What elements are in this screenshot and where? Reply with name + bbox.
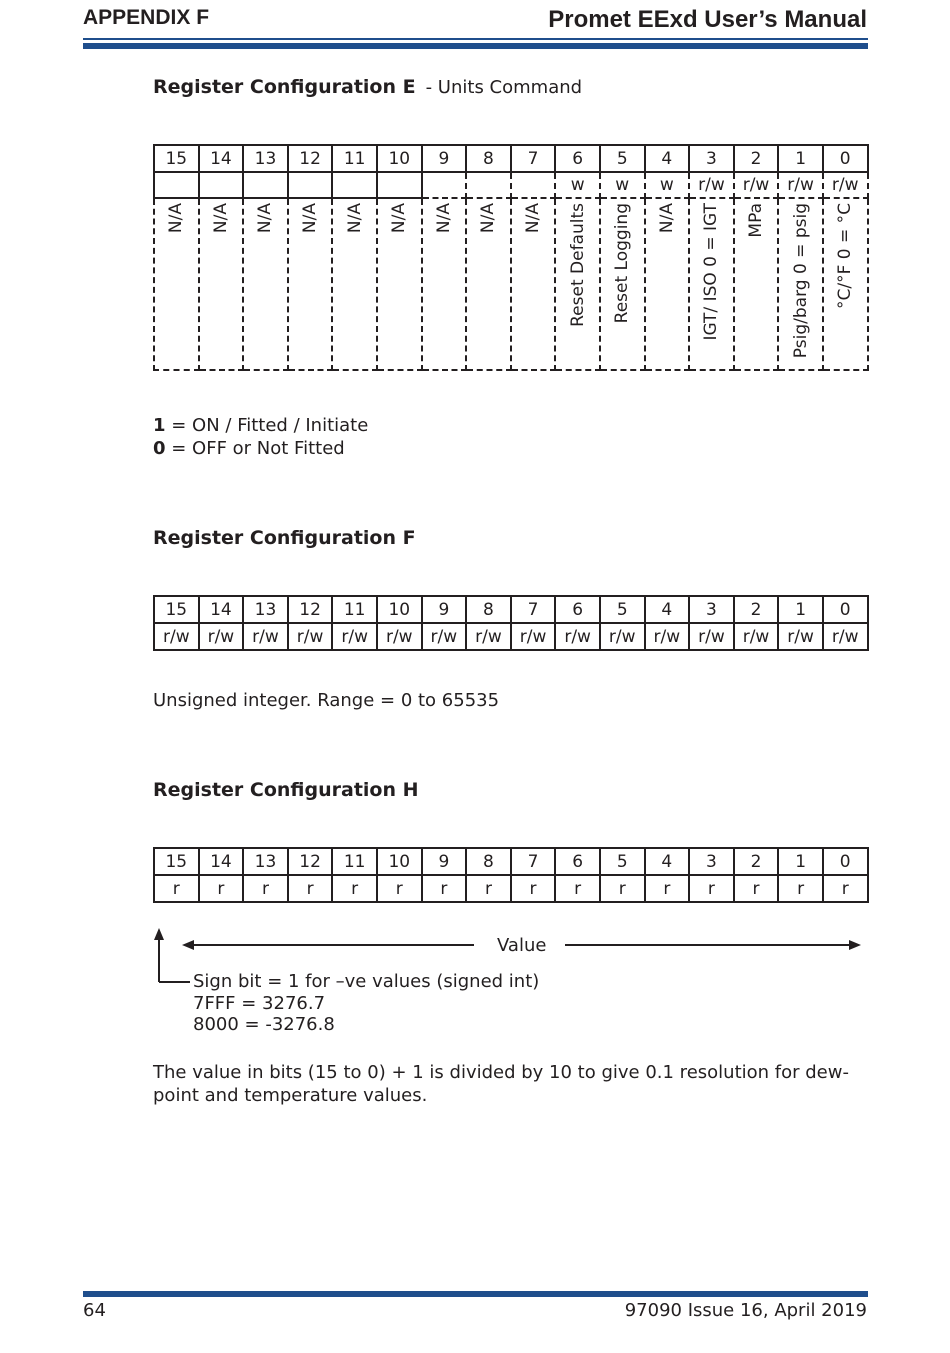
- bit-name-label: Reset Logging: [612, 203, 633, 324]
- bit-cell: 8: [466, 596, 511, 623]
- access-cell: r/w: [734, 623, 779, 650]
- bit-cell: 5: [600, 596, 645, 623]
- bit-name-label: N/A: [478, 203, 499, 234]
- access-cell: r/w: [645, 623, 690, 650]
- legend-off-text: = OFF or Not Fitted: [165, 438, 345, 459]
- bit-cell: 12: [288, 848, 333, 875]
- bit-name-label: N/A: [433, 203, 454, 234]
- access-cell: r: [154, 875, 199, 902]
- bit-cell: 4: [645, 596, 690, 623]
- bit-cell: 3: [689, 848, 734, 875]
- bit-cell: 15: [154, 848, 199, 875]
- bit-cell: 10: [377, 848, 422, 875]
- bit-cell: 6: [555, 848, 600, 875]
- access-cell: r: [466, 875, 511, 902]
- access-cell: w: [600, 172, 645, 198]
- bit-cell: 2: [734, 145, 779, 172]
- legend-off-key: 0: [153, 438, 166, 459]
- bit-cell: 10: [377, 145, 422, 172]
- bit-cell: 4: [645, 848, 690, 875]
- bit-cell: 8: [466, 848, 511, 875]
- access-cell: r: [199, 875, 244, 902]
- access-cell: r: [734, 875, 779, 902]
- config-e-subtitle: - Units Command: [425, 77, 583, 98]
- access-cell: w: [555, 172, 600, 198]
- access-cell: r/w: [466, 623, 511, 650]
- bit-cell: 0: [823, 596, 868, 623]
- sign-bit-arrow-head: [154, 928, 164, 940]
- bit-cell: 14: [199, 848, 244, 875]
- access-cell: r/w: [689, 623, 734, 650]
- access-cell: w: [645, 172, 690, 198]
- access-cell: r/w: [778, 172, 823, 198]
- header-appendix: APPENDIX F: [83, 6, 210, 29]
- access-cell: r/w: [823, 623, 868, 650]
- bit-name-label: MPa: [746, 203, 767, 238]
- access-cell: r: [778, 875, 823, 902]
- bit-cell: 5: [600, 145, 645, 172]
- access-cell: r/w: [689, 172, 734, 198]
- bit-cell: 13: [243, 596, 288, 623]
- footer-rule: [83, 1291, 868, 1297]
- bit-cell: 1: [778, 145, 823, 172]
- access-cell: r/w: [555, 623, 600, 650]
- bit-cell: 5: [600, 848, 645, 875]
- issue-info: 97090 Issue 16, April 2019: [624, 1300, 867, 1321]
- bit-cell: 11: [332, 848, 377, 875]
- value-label: Value: [497, 935, 547, 956]
- value-arrow-left-head: [182, 940, 194, 950]
- access-cell: r: [332, 875, 377, 902]
- bit-cell: 8: [466, 145, 511, 172]
- access-cell: r: [555, 875, 600, 902]
- access-cell: r/w: [154, 623, 199, 650]
- legend-on-key: 1: [153, 415, 166, 436]
- access-cell: r/w: [778, 623, 823, 650]
- bit-cell: 11: [332, 596, 377, 623]
- bit-cell: 15: [154, 596, 199, 623]
- bit-name-label: N/A: [255, 203, 276, 234]
- access-cell: r: [422, 875, 467, 902]
- bit-name-label: N/A: [166, 203, 187, 234]
- bit-cell: 12: [288, 596, 333, 623]
- bit-cell: 9: [422, 848, 467, 875]
- bit-cell: 6: [555, 145, 600, 172]
- access-cell: r/w: [511, 623, 556, 650]
- bit-cell: 13: [243, 145, 288, 172]
- access-cell: r/w: [422, 623, 467, 650]
- access-cell: r/w: [332, 623, 377, 650]
- access-cell: r/w: [243, 623, 288, 650]
- bit-cell: 15: [154, 145, 199, 172]
- bit-name-label: N/A: [389, 203, 410, 234]
- config-e-title-text: Register Configuration E: [153, 76, 416, 98]
- access-cell: r: [511, 875, 556, 902]
- config-h-title: Register Configuration H: [153, 779, 419, 801]
- bit-cell: 1: [778, 596, 823, 623]
- access-cell: r/w: [288, 623, 333, 650]
- access-cell: r/w: [199, 623, 244, 650]
- access-cell: r: [243, 875, 288, 902]
- bit-cell: 0: [823, 848, 868, 875]
- resolution-paragraph: The value in bits (15 to 0) + 1 is divided by 10 to give 0.1 resolution for dew-point and temperature values.: [153, 1062, 849, 1106]
- bit-cell: 10: [377, 596, 422, 623]
- bit-cell: 11: [332, 145, 377, 172]
- bit-name-label: Reset Defaults: [567, 203, 588, 327]
- access-cell: r: [823, 875, 868, 902]
- access-cell: r: [689, 875, 734, 902]
- access-cell: r/w: [377, 623, 422, 650]
- access-cell: r: [288, 875, 333, 902]
- bit-name-label: °C/°F 0 = °C: [835, 203, 856, 310]
- bit-cell: 13: [243, 848, 288, 875]
- config-f-title: Register Configuration F: [153, 527, 416, 549]
- bit-name-label: N/A: [656, 203, 677, 234]
- access-cell: r: [377, 875, 422, 902]
- bit-cell: 3: [689, 596, 734, 623]
- access-cell: r/w: [823, 172, 868, 198]
- bit-cell: 3: [689, 145, 734, 172]
- bit-cell: 7: [511, 848, 556, 875]
- config-f-note: Unsigned integer. Range = 0 to 65535: [153, 690, 500, 711]
- min-value-note: 8000 = -3276.8: [193, 1014, 335, 1035]
- bit-cell: 14: [199, 145, 244, 172]
- bit-cell: 9: [422, 596, 467, 623]
- bit-name-label: N/A: [523, 203, 544, 234]
- bit-cell: 6: [555, 596, 600, 623]
- bit-cell: 1: [778, 848, 823, 875]
- legend-on-text: = ON / Fitted / Initiate: [165, 415, 369, 436]
- bit-name-label: N/A: [300, 203, 321, 234]
- bit-name-label: N/A: [210, 203, 231, 234]
- bit-name-label: IGT/ ISO 0 = IGT: [701, 203, 722, 341]
- sign-bit-note: Sign bit = 1 for –ve values (signed int): [193, 971, 540, 992]
- page-number: 64: [83, 1300, 106, 1321]
- access-cell: r: [645, 875, 690, 902]
- bit-cell: 2: [734, 848, 779, 875]
- max-value-note: 7FFF = 3276.7: [193, 992, 326, 1014]
- value-arrow-right-head: [849, 940, 861, 950]
- access-cell: r/w: [600, 623, 645, 650]
- bit-cell: 2: [734, 596, 779, 623]
- bit-name-label: Psig/barg 0 = psig: [790, 203, 811, 359]
- bit-cell: 4: [645, 145, 690, 172]
- access-cell: r/w: [734, 172, 779, 198]
- access-cell: r: [600, 875, 645, 902]
- bit-cell: 12: [288, 145, 333, 172]
- bit-cell: 9: [422, 145, 467, 172]
- bit-cell: 7: [511, 596, 556, 623]
- sign-bit-notes: [193, 971, 539, 1036]
- bit-cell: 7: [511, 145, 556, 172]
- bit-name-label: N/A: [344, 203, 365, 234]
- bit-cell: 0: [823, 145, 868, 172]
- header-manual-title: Promet EExd User’s Manual: [548, 6, 867, 33]
- bit-cell: 14: [199, 596, 244, 623]
